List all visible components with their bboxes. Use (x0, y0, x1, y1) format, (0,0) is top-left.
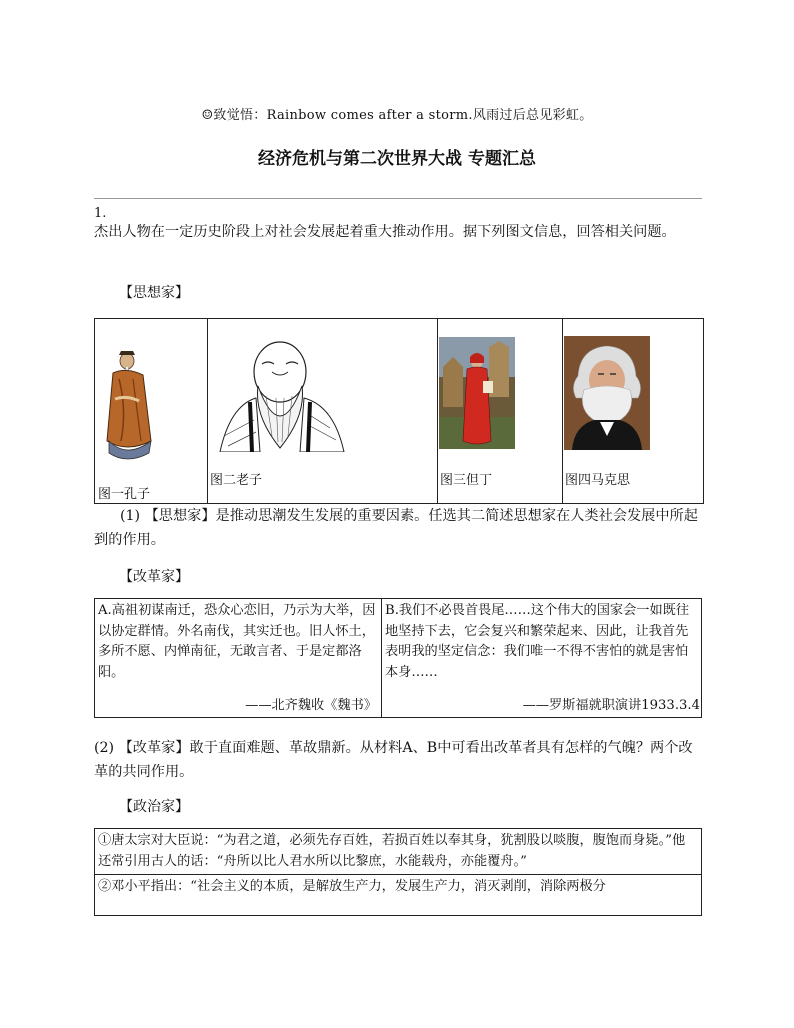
reform-materials-table (94, 598, 702, 718)
material-b-source: ——罗斯福就职演讲1933.3.4 (522, 697, 700, 713)
laozi-image (210, 336, 352, 452)
figure-caption: 图一孔子 (98, 487, 151, 502)
politics-item-1: ①唐太宗对大臣说：“为君之道，必须先存百姓，若损百姓以奉其身，犹割股以啖腹，腹饱而身毙。”他还常引用古人的话：“舟所以比人君水所以比黎庶，水能载舟，亦能覆舟。” (98, 833, 686, 869)
figure-cell-dante (437, 319, 563, 503)
question-number: 1. (94, 206, 107, 221)
figure-caption: 图三但丁 (440, 473, 493, 488)
confucius-image (99, 349, 159, 469)
politics-item-2: ②邓小平指出：“社会主义的本质，是解放生产力，发展生产力，消灭剥削，消除两极分 (95, 874, 701, 900)
figure-cell-confucius (95, 319, 208, 503)
section-reformers: 【改革家】 (119, 569, 189, 585)
material-a-text: A.高祖初谋南迁，恐众心恋旧，乃示为大举，因以协定群情。外名南伐，其实迁也。旧人怀土，多所不愿、内惮南征，无敢言者、于是定都洛阳。 (98, 603, 376, 680)
material-a (95, 599, 381, 717)
section-politicians: 【政治家】 (119, 799, 189, 815)
figure-caption: 图二老子 (210, 473, 263, 488)
material-b (381, 599, 701, 717)
motto-line: ☺致觉悟：Rainbow comes after a storm.风雨过后总见彩虹。 (201, 108, 593, 123)
marx-image (564, 336, 650, 450)
question-intro: 杰出人物在一定历史阶段上对社会发展起着重大推动作用。据下列图文信息，回答相关问题。 (94, 224, 676, 240)
dante-image (439, 337, 515, 449)
page-title: 经济危机与第二次世界大战 专题汇总 (258, 149, 536, 169)
figure-cell-marx (562, 319, 703, 503)
thinkers-figure-table (94, 318, 704, 504)
figure-caption: 图四马克思 (565, 473, 631, 488)
question-1-text: (1) 【思想家】是推动思潮发生发展的重要因素。任选其二简述思想家在人类社会发展中所起到的作用。 (94, 508, 698, 548)
figure-cell-laozi (207, 319, 438, 503)
section-thinkers: 【思想家】 (119, 285, 189, 301)
material-b-text: B.我们不必畏首畏尾……这个伟大的国家会一如既往地坚持下去，它会复兴和繁荣起来、因此，让我首先表明我的坚定信念：我们唯一不得不害怕的就是害怕本身…… (385, 603, 690, 680)
politics-materials-table (94, 828, 702, 916)
question-2-text: (2) 【改革家】敢于直面难题、革故鼎新。从材料A、B中可看出改革者具有怎样的气魄？两个改革的共同作用。 (94, 740, 693, 780)
material-a-source: ——北齐魏收《魏书》 (245, 697, 377, 713)
title-divider (94, 198, 702, 199)
